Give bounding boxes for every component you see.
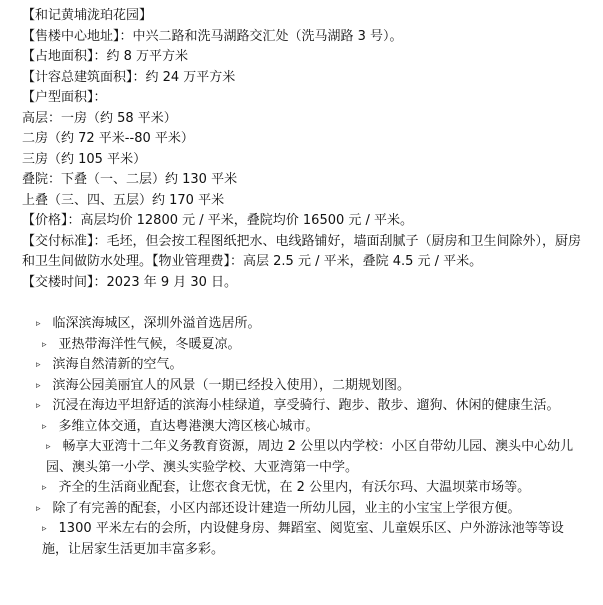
feature-item	[22, 355, 589, 376]
feature-text: 临深滨海城区，深圳外溢首选居所。	[52, 316, 261, 331]
sales-center-address: 【售楼中心地址】：中兴二路和洗马湖路交汇处（洗马湖路 3 号）。	[22, 28, 403, 44]
feature-text: 1300 平米左右的会所，内设健身房、舞蹈室、阅览室、儿童娱乐区、户外游泳池等等设施，让居家生活更加丰富多彩。	[42, 521, 564, 557]
delivery-time: 【交楼时间】：2023 年 9 月 30 日。	[22, 274, 238, 290]
feature-item	[22, 376, 589, 397]
feature-item	[22, 519, 589, 560]
triangle-bullet-icon: ▹	[42, 524, 47, 534]
feature-text: 多维立体交通，直达粤港澳大湾区核心城市。	[58, 418, 319, 434]
feature-item	[22, 314, 589, 335]
triangle-bullet-icon: ▹	[36, 401, 41, 411]
delivery-standard: 【交付标准】：毛坯，但会按工程图纸把水、电线路铺好，墙面刮腻子（厨房和卫生间除外），厨房和卫生间做防水处理。【物业管理费】：高层 2.5 元 / 平米，叠院 4.5 元 / 平米。	[22, 233, 582, 269]
feature-item	[22, 437, 589, 478]
feature-item	[22, 396, 589, 417]
price: 【价格】：高层均价 12800 元 / 平米，叠院均价 16500 元 / 平米。	[22, 213, 414, 228]
feature-item	[22, 499, 589, 520]
feature-text: 亚热带海洋性气候，冬暖夏凉。	[58, 336, 241, 352]
feature-item	[22, 478, 589, 499]
triangle-bullet-icon: ▹	[42, 339, 47, 350]
unit-upper-stacked: 上叠（三、四、五层）约 170 平米	[22, 192, 225, 208]
feature-item	[22, 335, 589, 356]
feature-text: 齐全的生活商业配套，让您衣食无忧，在 2 公里内，有沃尔玛、大温坝菜市场等。	[58, 480, 531, 495]
unit-lower-stacked: 叠院：下叠（一、二层）约 130 平米	[22, 172, 238, 187]
unit-three-bed: 三房（约 105 平米）	[22, 151, 147, 167]
unit-two-bed: 二房（约 72 平米--80 平米）	[22, 131, 194, 146]
unit-highrise-one-bed: 高层：一房（约 58 平米）	[22, 110, 177, 126]
project-name: 【和记黄埔泷珀花园】	[22, 8, 153, 23]
unit-area-header: 【户型面积】：	[22, 90, 107, 105]
feature-text: 沉浸在海边平坦舒适的滨海小桂绿道，享受骑行、跑步、散步、遛狗、休闲的健康生活。	[52, 398, 560, 413]
feature-text: 除了有完善的配套，小区内部还设计建造一所幼儿园，业主的小宝宝上学很方便。	[52, 500, 521, 516]
triangle-bullet-icon: ▹	[46, 442, 51, 452]
triangle-bullet-icon: ▹	[36, 380, 41, 391]
feature-text: 畅享大亚湾十二年义务教育资源，周边 2 公里以内学校：小区自带幼儿园、澳头中心幼儿园、澳头第一小学、澳头实验学校、大亚湾第一中学。	[46, 439, 574, 475]
land-area: 【占地面积】：约 8 万平方米	[22, 49, 189, 64]
total-building-area: 【计容总建筑面积】：约 24 万平方米	[22, 69, 236, 85]
triangle-bullet-icon: ▹	[36, 503, 41, 514]
feature-text: 滨海自然清新的空气。	[52, 357, 183, 372]
triangle-bullet-icon: ▹	[36, 360, 41, 370]
feature-text: 滨海公园美丽宜人的风景（一期已经投入使用），二期规划图。	[52, 377, 411, 393]
triangle-bullet-icon: ▹	[42, 421, 47, 432]
triangle-bullet-icon: ▹	[42, 483, 47, 493]
feature-item	[22, 417, 589, 438]
triangle-bullet-icon: ▹	[36, 319, 41, 329]
